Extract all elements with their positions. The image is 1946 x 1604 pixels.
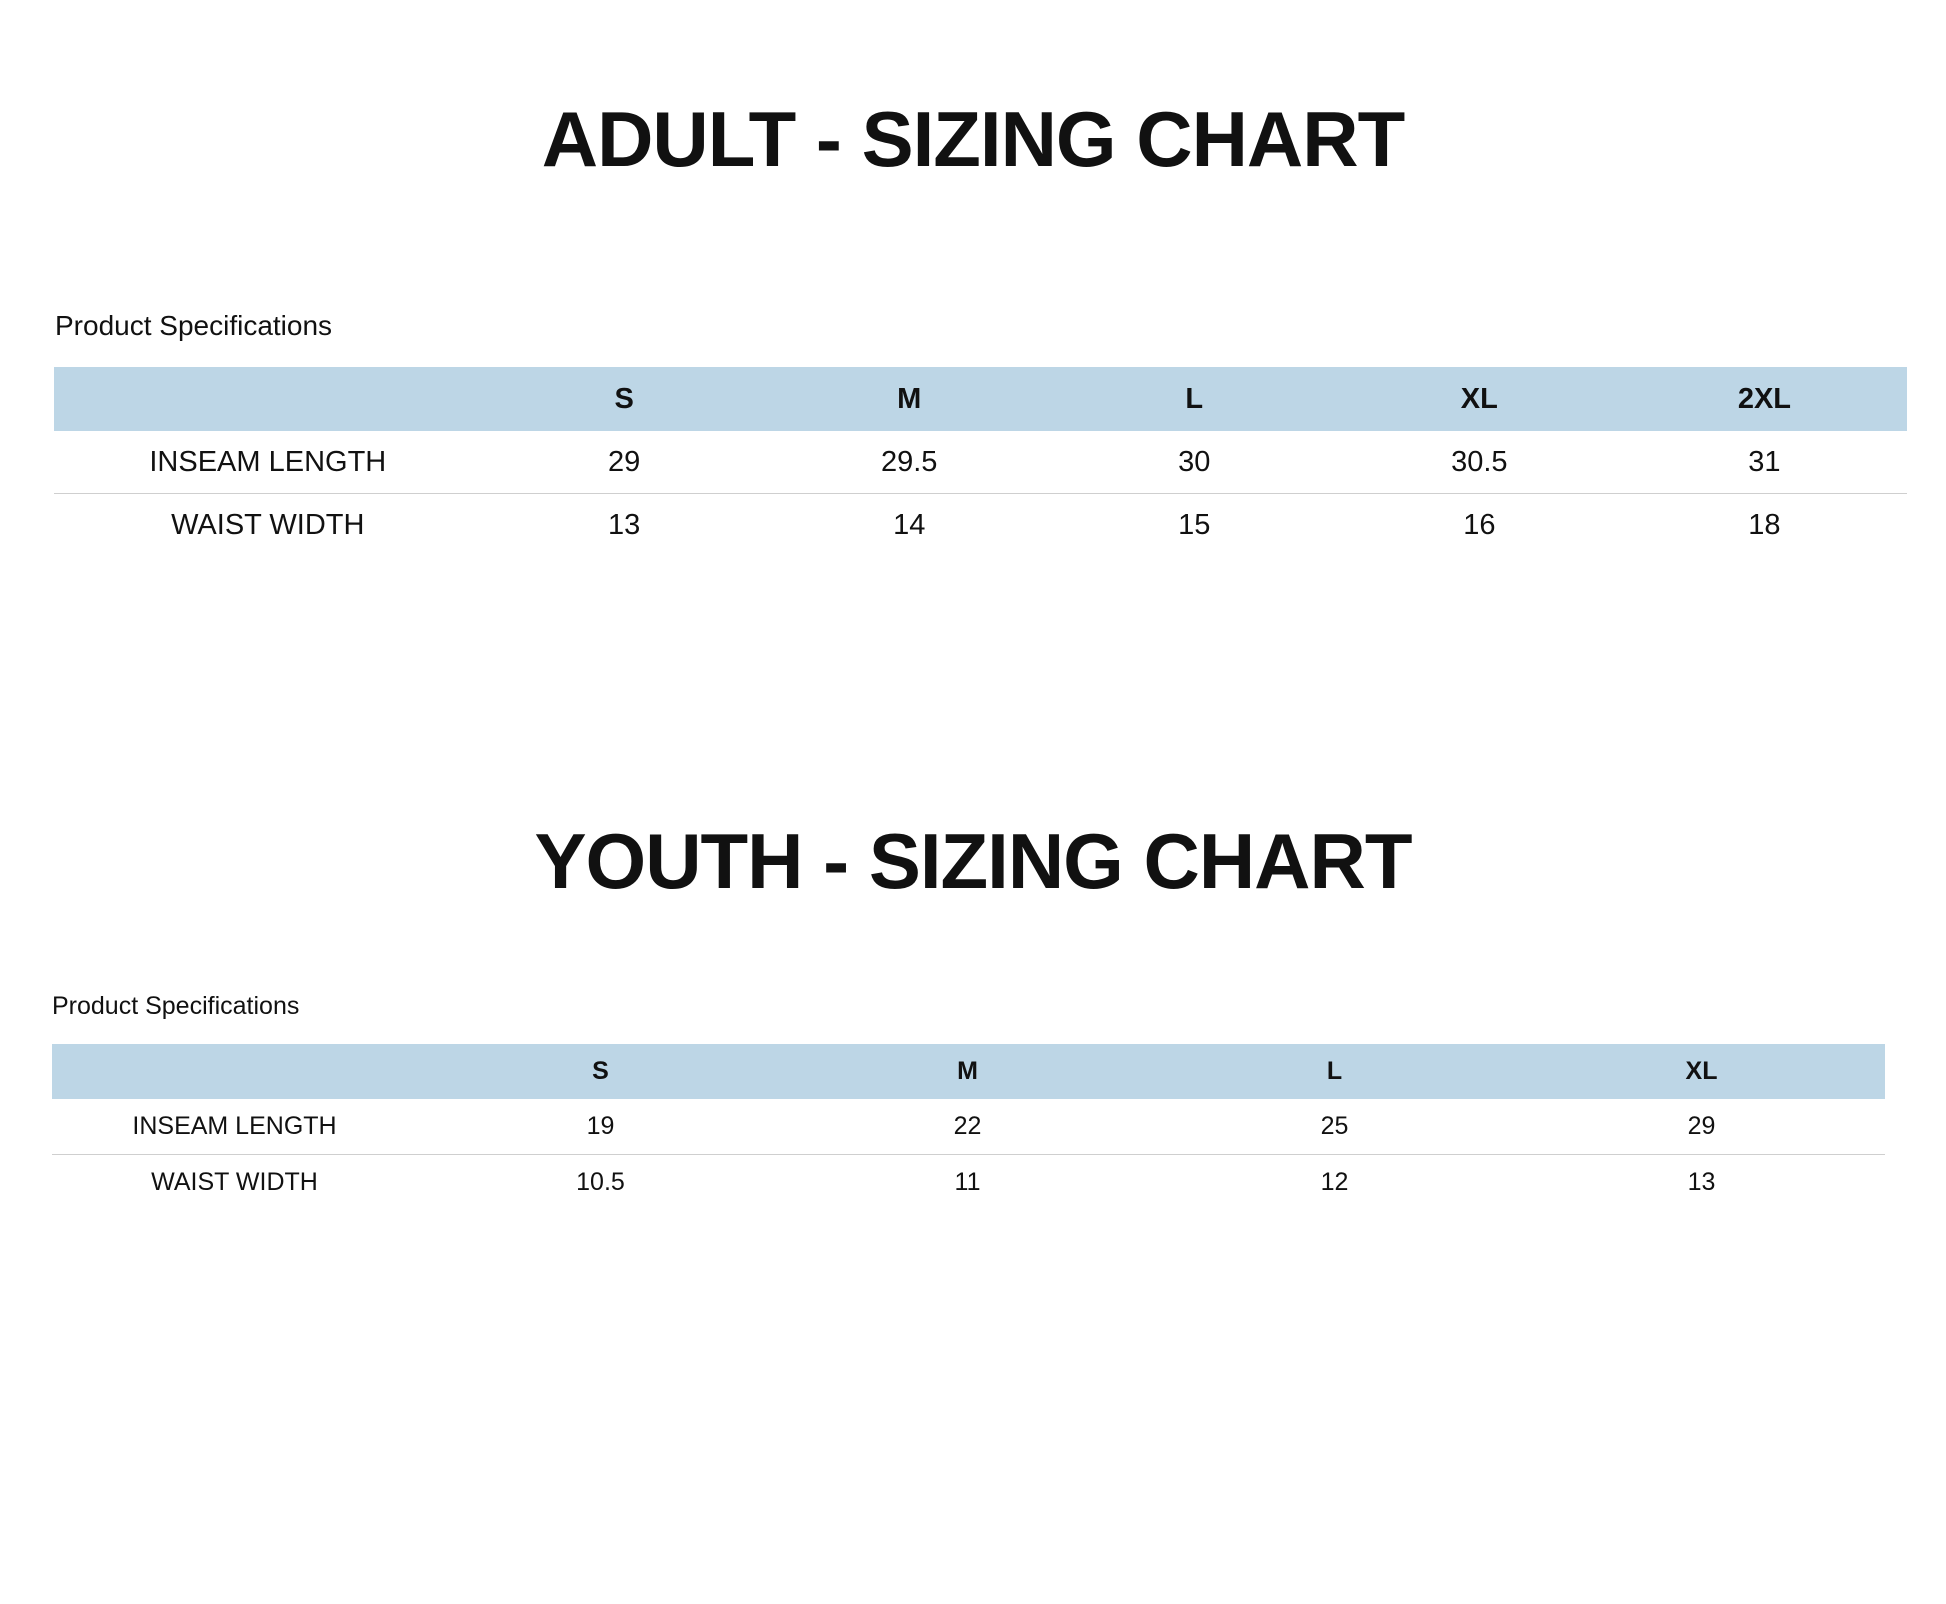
table-cell: 13 xyxy=(608,508,641,541)
table-cell: 25 xyxy=(1151,1099,1518,1155)
youth-header-blank xyxy=(52,1044,417,1099)
table-cell: 14 xyxy=(893,508,926,541)
adult-chart-title: ADULT - SIZING CHART xyxy=(541,95,1405,183)
table-cell: 11 xyxy=(954,1168,981,1196)
youth-chart-title: YOUTH - SIZING CHART xyxy=(534,817,1412,905)
table-cell: 10.5 xyxy=(576,1168,625,1196)
adult-header-size-l: L xyxy=(1185,382,1204,415)
adult-header-blank xyxy=(54,367,482,431)
table-cell: 15 xyxy=(1178,508,1211,541)
table-cell: 29.5 xyxy=(767,431,1052,494)
table-row xyxy=(54,494,1907,557)
table-cell: 29 xyxy=(482,431,767,494)
table-cell: 30 xyxy=(1052,431,1337,494)
adult-product-specifications-label: Product Specifications xyxy=(55,310,333,341)
table-cell: 13 xyxy=(1687,1168,1716,1196)
table-cell: 19 xyxy=(417,1099,784,1155)
youth-header-size-s: S xyxy=(592,1057,609,1085)
table-cell: 30.5 xyxy=(1337,431,1622,494)
youth-header-size-xl: XL xyxy=(1685,1057,1718,1085)
youth-size-table xyxy=(52,1044,1885,1210)
table-row xyxy=(54,431,1907,494)
adult-header-size-xl: XL xyxy=(1460,382,1498,415)
adult-row-label-inseam-length: INSEAM LENGTH xyxy=(54,431,482,494)
table-row xyxy=(52,1155,1885,1211)
table-row xyxy=(52,1099,1885,1155)
youth-row-label-inseam-length: INSEAM LENGTH xyxy=(52,1099,417,1155)
adult-header-size-s: S xyxy=(614,382,634,415)
table-cell: 16 xyxy=(1463,508,1496,541)
adult-header-size-m: M xyxy=(897,382,922,415)
adult-header-size-2xl: 2XL xyxy=(1737,382,1792,415)
adult-row-label-waist-width: WAIST WIDTH xyxy=(171,508,365,541)
table-cell: 29 xyxy=(1518,1099,1885,1155)
table-cell: 31 xyxy=(1622,431,1907,494)
youth-header-size-l: L xyxy=(1326,1057,1343,1085)
youth-row-label-waist-width: WAIST WIDTH xyxy=(151,1168,318,1196)
adult-header-row xyxy=(54,367,1907,431)
table-cell: 18 xyxy=(1748,508,1781,541)
youth-header-row xyxy=(52,1044,1885,1099)
youth-header-size-m: M xyxy=(957,1057,978,1085)
table-cell: 12 xyxy=(1320,1168,1349,1196)
adult-size-table xyxy=(54,367,1907,556)
youth-product-specifications-label: Product Specifications xyxy=(52,992,300,1020)
table-cell: 22 xyxy=(784,1099,1151,1155)
